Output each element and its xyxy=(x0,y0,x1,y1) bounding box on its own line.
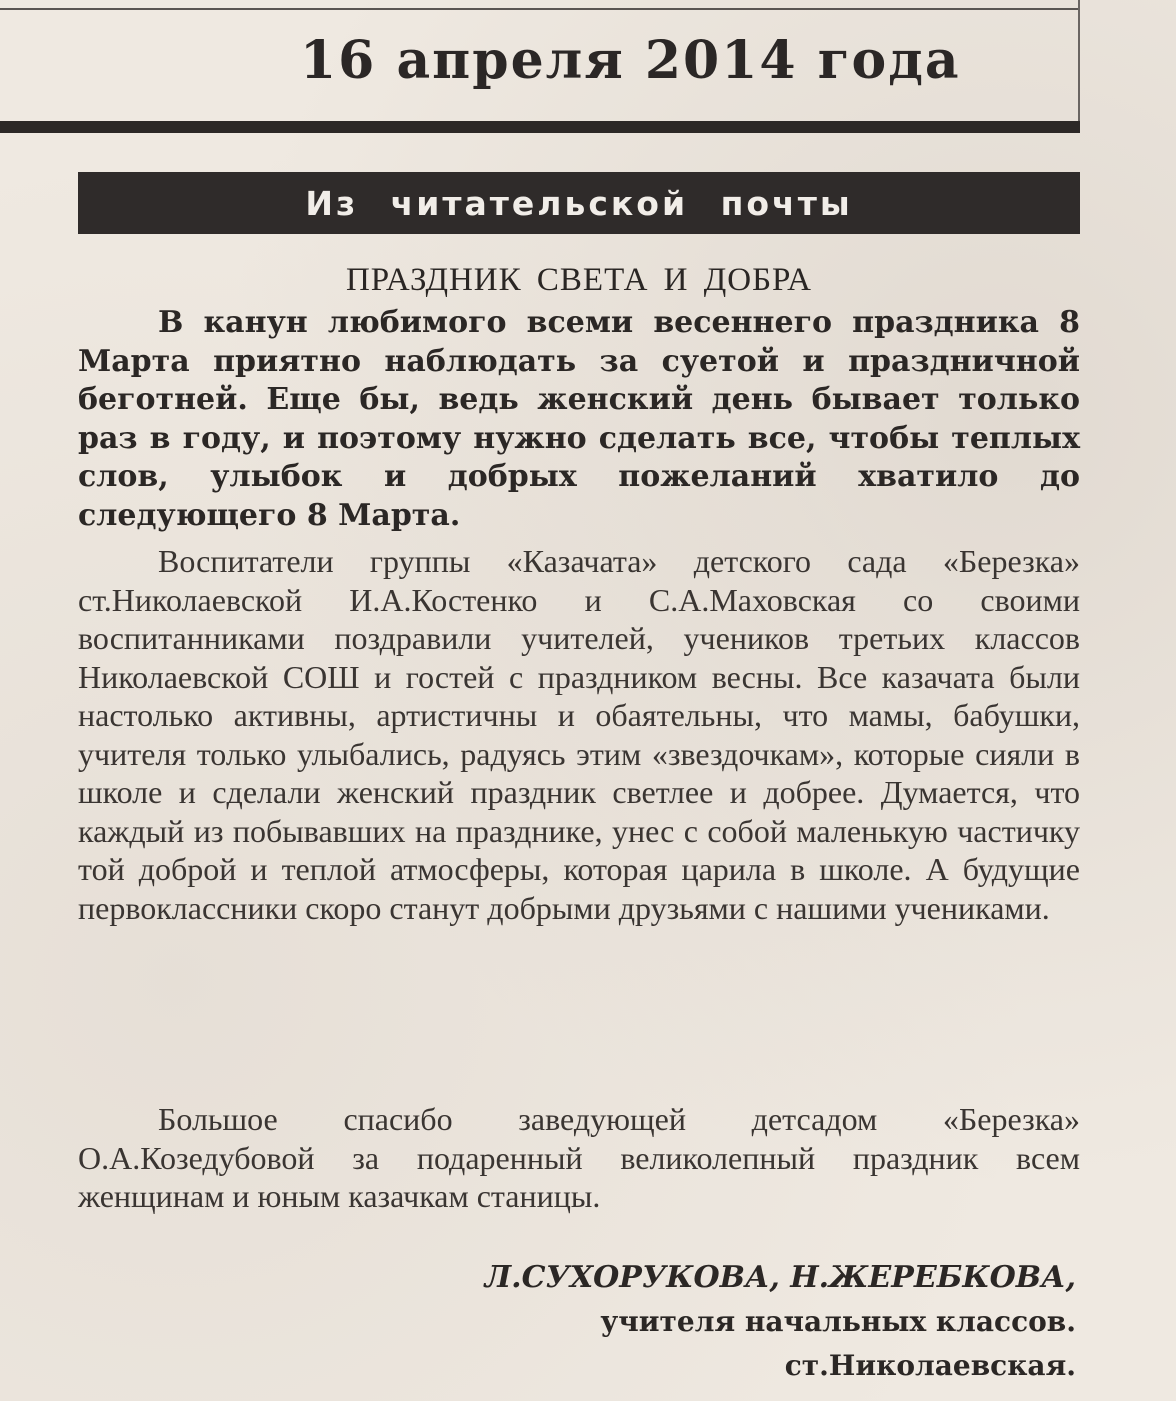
signature-place: ст.Николаевская. xyxy=(784,1349,1076,1382)
article-signature xyxy=(485,1256,1076,1388)
header-divider xyxy=(0,121,1080,133)
signature-authors: Л.СУХОРУКОВА, Н.ЖЕРЕБКОВА, xyxy=(484,1260,1076,1295)
issue-date: 16 апреля 2014 года xyxy=(300,30,961,91)
article-lead: В канун любимого всеми весеннего праздника 8 Марта приятно наблюдать за суетой и праздничной беготней. Еще бы, ведь женский день бывает только раз в году, и поэтому нужно сделать все, чтобы теплых слов, улыбок и добрых пожеланий хватило до следующего 8 Марта. xyxy=(78,305,1080,533)
top-rule xyxy=(0,8,1078,10)
article-paragraph-1: Воспитатели группы «Казачата» детского сада «Березка» ст.Николаевской И.А.Костенко и С.А.Маховская со своими воспитанниками поздравили учителей, учеников третьих классов Николаевской СОШ и гостей с праздником весны. Все казачата были настолько активны, артистичны и обаятельны, что мамы, бабушки, учителя только улыбались, радуясь этим «звездочкам», которые сияли в школе и сделали женский праздник светлее и добрее. Думается, что каждый из побывавших на празднике, унес с собой маленькую частичку той доброй и теплой атмосферы, которая царила в школе. А будущие первоклассники скоро станут добрыми друзьями с нашими учениками. xyxy=(78,543,1080,926)
column-edge-rule xyxy=(1078,0,1080,125)
signature-position: учителя начальных классов. xyxy=(600,1305,1076,1338)
rubric-banner xyxy=(78,172,1080,234)
article-paragraph-2: Большое спасибо заведующей детсадом «Березка» О.А.Козедубовой за подаренный великолепный праздник всем женщинам и юным казачкам станицы. xyxy=(78,1101,1080,1214)
article-headline: ПРАЗДНИК СВЕТА И ДОБРА xyxy=(345,262,813,298)
rubric-label: Из читательской почты xyxy=(305,183,853,223)
